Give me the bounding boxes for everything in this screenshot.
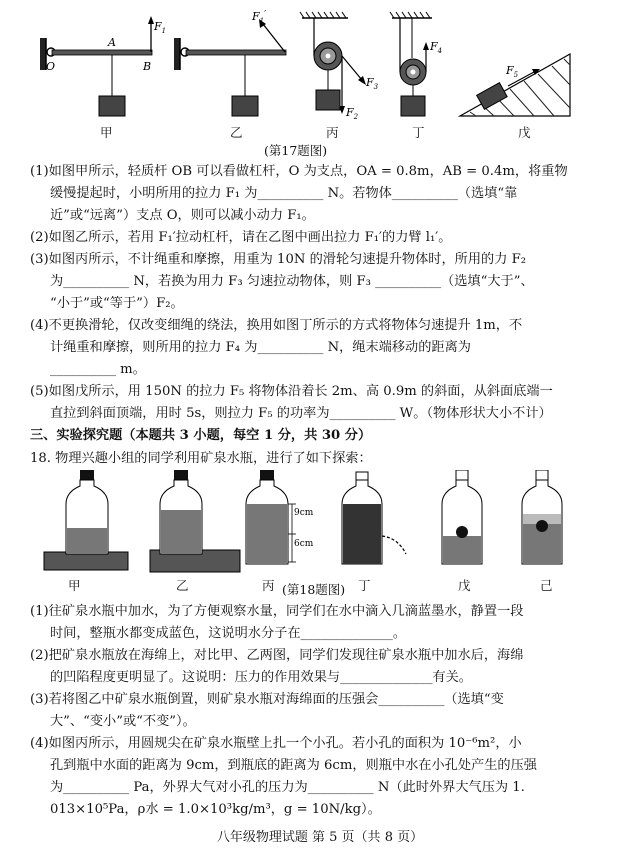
page-footer: 八年级物理试题 第 5 页（共 8 页） bbox=[216, 830, 424, 845]
q17-part3-line3: “小于”或“等于”）F₂。 bbox=[50, 296, 184, 311]
fig17-label-F1: $F_1$ bbox=[154, 20, 167, 35]
fig18-label-ji: 己 bbox=[540, 578, 553, 593]
section-3-heading: 三、实验探究题（本题共 3 小题，每空 1 分，共 30 分） bbox=[30, 428, 372, 443]
q17-part1-line2: 缓慢提起时，小明所用的拉力 F₁ 为__________ N。若物体__________（选填“靠 bbox=[50, 186, 518, 201]
q18-part2-line2: 的凹陷程度更明显了。这说明：压力的作用效果与______________有关。 bbox=[50, 670, 472, 685]
fig17-label-F2: $F_2$ bbox=[346, 106, 359, 121]
fig17-label-F4: $F_4$ bbox=[430, 40, 443, 55]
fig17-label-B1: B bbox=[143, 60, 152, 73]
q17-part5-line2: 直拉到斜面顶端，用时 5s，则拉力 F₅ 的功率为__________ W。（物体形状大小不计） bbox=[50, 406, 552, 421]
fig17-label-F3: $F_3$ bbox=[366, 76, 379, 91]
fig18-wu-bottle bbox=[442, 470, 482, 564]
fig18-label-yi: 乙 bbox=[176, 578, 189, 593]
fig18-dim-9cm: 9cm bbox=[294, 508, 314, 518]
q18-part1-line1: (1)往矿泉水瓶中加水，为了方便观察水量，同学们在水中滴入几滴蓝墨水，静置一段 bbox=[30, 604, 524, 619]
fig18-yi-bottle bbox=[150, 470, 240, 572]
fig18-ji-bottle bbox=[522, 470, 562, 564]
fig18-bing-bottle bbox=[246, 470, 314, 564]
fig18-label-bing: 丙 bbox=[262, 578, 275, 593]
fig18-ding-bottle bbox=[342, 472, 406, 564]
q18-part3-line2: 大”、“变小”或“不变”）。 bbox=[50, 714, 196, 729]
q17-part1-line1: (1)如图甲所示，轻质杆 OB 可以看做杠杆，O 为支点，OA = 0.8m，AB = 0.4m，将重物 bbox=[30, 164, 568, 179]
fig17-yi-lever bbox=[174, 10, 286, 116]
fig17-label-bing: 丙 bbox=[326, 125, 339, 140]
q17-part1-line3: 近”或“远离”）支点 O，则可以减小动力 F₁。 bbox=[50, 208, 315, 223]
fig17-label-A1: A bbox=[108, 36, 116, 49]
figure-18 bbox=[30, 470, 600, 582]
fig17-bing-pulley bbox=[300, 12, 379, 121]
q17-part3-line2: 为__________ N，若换为用力 F₃ 匀速拉动物体，则 F₃ __________（选填“大于”、 bbox=[50, 274, 534, 289]
q17-part4-line3: __________ m。 bbox=[50, 362, 146, 377]
fig17-caption: (第17题图) bbox=[264, 143, 328, 158]
fig17-label-wu: 戊 bbox=[518, 125, 531, 140]
fig17-label-jia: 甲 bbox=[100, 125, 113, 140]
fig18-label-jia: 甲 bbox=[68, 578, 81, 593]
q18-part4-line2: 孔到瓶中水面的距离为 9cm，到瓶底的距离为 6cm，则瓶中水在小孔处产生的压强 bbox=[50, 758, 537, 773]
fig17-jia-lever bbox=[40, 16, 166, 116]
q18-part4-line4: 013×10⁵Pa，ρ水 = 1.0×10³kg/m³，g = 10N/kg）。 bbox=[50, 802, 381, 817]
fig18-label-wu: 戊 bbox=[458, 578, 471, 593]
fig17-ding-pulley bbox=[390, 12, 442, 116]
fig17-label-F1prime: $F_1'$ bbox=[252, 10, 267, 25]
q17-part5-line1: (5)如图戊所示，用 150N 的拉力 F₅ 将物体沿着长 2m、高 0.9m 的斜面，从斜面底端一 bbox=[30, 384, 553, 399]
q18-intro: 18. 物理兴趣小组的同学利用矿泉水瓶，进行了如下探索： bbox=[30, 451, 372, 466]
q18-part2-line1: (2)把矿泉水瓶放在海绵上，对比甲、乙两图，同学们发现往矿泉水瓶中加水后，海绵 bbox=[30, 648, 524, 663]
fig18-caption: (第18题图) bbox=[282, 582, 346, 597]
fig18-jia-bottle bbox=[44, 470, 128, 570]
q18-part3-line1: (3)若将图乙中矿泉水瓶倒置，则矿泉水瓶对海绵面的压强会__________（选填“变 bbox=[30, 692, 504, 707]
fig17-label-yi: 乙 bbox=[230, 125, 243, 140]
q18-part1-line2: 时间，整瓶水都变成蓝色，这说明水分子在______________。 bbox=[50, 626, 407, 641]
q17-part3-line1: (3)如图丙所示，不计绳重和摩擦，用重为 10N 的滑轮匀速提升物体时，所用的力 F₂ bbox=[30, 252, 527, 267]
q17-part2: (2)如图乙所示，若用 F₁′拉动杠杆，请在乙图中画出拉力 F₁′的力臂 l₁′。 bbox=[30, 230, 452, 245]
q18-part4-line1: (4)如图丙所示，用圆规尖在矿泉水瓶壁上扎一个小孔。若小孔的面积为 10⁻⁶m²，小 bbox=[30, 736, 522, 751]
fig17-label-ding: 丁 bbox=[412, 125, 425, 140]
figure-17 bbox=[30, 8, 590, 136]
q18-part4-line3: 为__________ Pa，外界大气对小孔的压力为__________ N（此时外界大气压为 1. bbox=[50, 780, 525, 795]
fig18-dim-6cm: 6cm bbox=[294, 539, 314, 549]
q17-part4-line1: (4)不更换滑轮，仅改变细绳的绕法，换用如图丁所示的方式将物体匀速提升 1m，不 bbox=[30, 318, 523, 333]
fig18-label-ding: 丁 bbox=[358, 578, 371, 593]
q17-part4-line2: 计绳重和摩擦，则所用的拉力 F₄ 为__________ N，绳末端移动的距离为 bbox=[50, 340, 471, 355]
fig17-label-O1: O bbox=[46, 60, 56, 73]
fig17-wu-incline bbox=[460, 54, 570, 116]
fig17-label-F5: $F_5$ bbox=[506, 64, 519, 79]
